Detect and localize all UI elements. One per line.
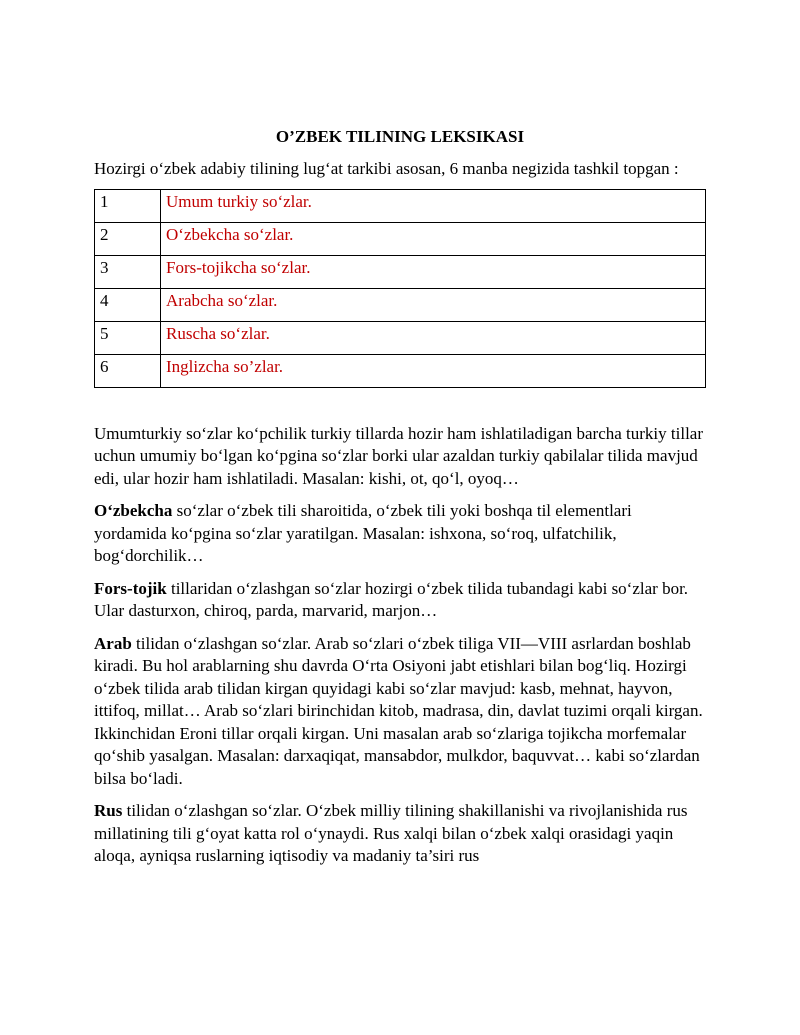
table-row bbox=[95, 189, 706, 222]
table-row bbox=[95, 321, 706, 354]
paragraph-ozbekcha bbox=[94, 500, 706, 568]
source-label: Arabcha so‘zlar. bbox=[161, 288, 706, 321]
source-label: Umum turkiy so‘zlar. bbox=[161, 189, 706, 222]
paragraph-arab bbox=[94, 633, 706, 791]
source-label: Inglizcha so’zlar. bbox=[161, 354, 706, 387]
paragraph-lead: Fors-tojik bbox=[94, 578, 167, 598]
table-row bbox=[95, 288, 706, 321]
paragraph-lead: Rus bbox=[94, 801, 123, 820]
table-row bbox=[95, 255, 706, 288]
paragraph-lead: Arab bbox=[94, 633, 132, 653]
source-number: 1 bbox=[95, 189, 161, 222]
table-row bbox=[95, 222, 706, 255]
source-label: Ruscha so‘zlar. bbox=[161, 321, 706, 354]
paragraph-body: tilidan o‘zlashgan so‘zlar. Arab so‘zlari o‘zbek tiliga VII—VIII asrlardan boshlab kiradi. Bu hol arablarning shu davrda O‘rta Osiyoni jabt etishlari bilan bog‘liq. Hozirgi o‘zbek tilida arab tilidan kirgan quyidagi kabi so‘zlar mavjud: kasb, mehnat, hayvon, ittifoq, millat… Arab so‘zlari birinchidan kitob, madrasa, din, davlat tuzimi orqali kirgan. Ikkinchidan Eroni tillar orqali kirgan. Uni masalan arab so‘zlariga tojikcha morfemalar qo‘shib yasalgan. Masalan: darxaqiqat, mansabdor, mulkdor, baquvvat… kabi so‘zlardan bilsa bo‘ladi. bbox=[94, 633, 703, 788]
document-page bbox=[94, 126, 706, 878]
paragraph-body: tillaridan o‘zlashgan so‘zlar hozirgi o‘zbek tilida tubandagi kabi so‘zlar bor. Ular dasturxon, chiroq, parda, marvarid, marjon… bbox=[94, 578, 689, 620]
source-number: 5 bbox=[95, 321, 161, 354]
source-number: 2 bbox=[95, 222, 161, 255]
source-number: 3 bbox=[95, 255, 161, 288]
paragraph-lead: O‘zbekcha bbox=[94, 501, 173, 520]
paragraph-body: tilidan o‘zlashgan so‘zlar. O‘zbek milliy tilining shakillanishi va rivojlanishida rus millatining tili g‘oyat katta rol o‘ynaydi. Rus xalqi bilan o‘zbek xalqi orasidagi yaqin aloqa, ayniqsa ruslarning iqtisodiy va madaniy ta’siri rus bbox=[94, 801, 688, 865]
source-label: Fors-tojikcha so‘zlar. bbox=[161, 255, 706, 288]
table-row bbox=[95, 354, 706, 387]
paragraph-forstojik bbox=[94, 578, 706, 623]
source-label: O‘zbekcha so‘zlar. bbox=[161, 222, 706, 255]
document-title: O’ZBEK TILINING LEKSIKASI bbox=[275, 127, 525, 146]
paragraph-body: so‘zlar o‘zbek tili sharoitida, o‘zbek tili yoki boshqa til elementlari yordamida ko‘pgina so‘zlar yaratilgan. Masalan: ishxona, so‘roq, ulfatchilik, bog‘dorchilik… bbox=[94, 501, 632, 565]
paragraph-umumturkiy: Umumturkiy so‘zlar ko‘pchilik turkiy tillarda hozir ham ishlatiladigan barcha turkiy tillar uchun umumiy bo‘lgan ko‘pgina so‘zlar borki ular azaldan turkiy qabilalar tilida mavjud edi, ular hozir ham ishlatiladi. Masalan: kishi, ot, qo‘l, oyoq… bbox=[94, 423, 704, 488]
sources-table bbox=[94, 189, 706, 388]
source-number: 6 bbox=[95, 354, 161, 387]
source-number: 4 bbox=[95, 288, 161, 321]
intro-paragraph: Hozirgi o‘zbek adabiy tilining lug‘at tarkibi asosan, 6 manba negizida tashkil topgan : bbox=[94, 159, 679, 178]
paragraph-rus bbox=[94, 800, 706, 868]
